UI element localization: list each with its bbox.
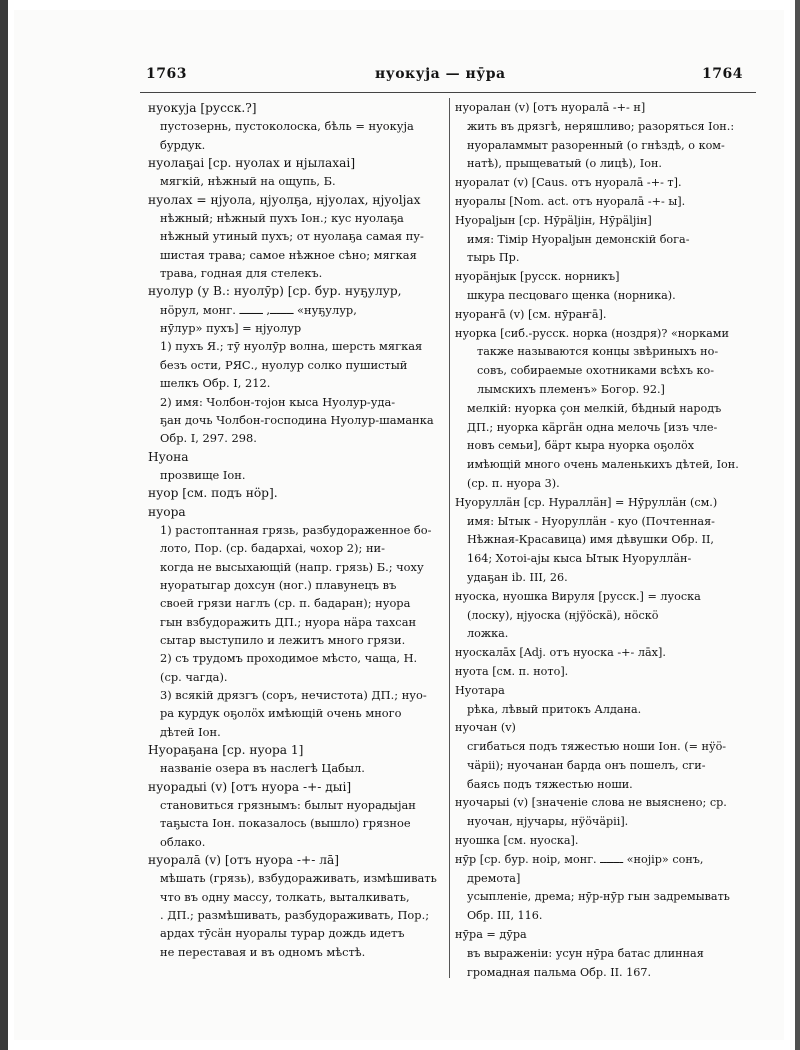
entry-nuorka bbox=[455, 325, 761, 494]
entry-text-line: дѣтей Іон. bbox=[160, 724, 221, 739]
entry-headword-line: нуошка [см. нуоска]. bbox=[455, 834, 579, 848]
entry-nuoraljyn bbox=[455, 212, 761, 268]
entry-text-line: . ДП.; размѣшивать, разбудораживать, Пор.; bbox=[160, 908, 430, 923]
entry-nuoska bbox=[455, 588, 761, 644]
entry-text-line: когда не высыхающій (напр. грязь) Б.; чоху bbox=[160, 559, 424, 574]
entry-text-line: трава, годная для стелекъ. bbox=[160, 266, 323, 281]
entry-text-line: громадная пальма Обр. ІІ. 167. bbox=[467, 965, 652, 979]
entry-text-line: прозвище Іон. bbox=[160, 467, 246, 482]
entry-headword-line: нуолаҕаі [ср. нуолах и нјылахаі] bbox=[148, 156, 356, 171]
entry-headword-line: нуорӓнјык [русск. норникъ] bbox=[455, 270, 620, 284]
entry-text-line: (ср. чагда). bbox=[160, 669, 228, 684]
entry-headword-line: нуоралат (v) [Caus. отъ нуоралā -+- т]. bbox=[455, 176, 682, 190]
entry-headword-line: нуоралан (v) [отъ нуоралā -+- н] bbox=[455, 101, 646, 114]
entry-text-line: что въ одну массу, толкать, выталкивать, bbox=[160, 889, 410, 904]
entry-text-line: лото, Пор. (ср. бадархаі, ҹохор 2); ни- bbox=[160, 541, 385, 556]
entry-headword-line: Нуотара bbox=[455, 683, 505, 697]
entry-headword-line: нуочан (v) bbox=[455, 721, 516, 735]
entry-text-line: ра курдук оҕолӧх имѣющій очень много bbox=[160, 706, 402, 721]
entry-text-line: (ср. п. нуора 3). bbox=[467, 476, 560, 490]
entry-text-line: Обр. ІІІ, 116. bbox=[467, 909, 543, 923]
entry-text-line: не переставая и въ одномъ мѣстѣ. bbox=[160, 944, 366, 959]
entry-text-line: нѣжный; нѣжный пухъ Іон.; кус нуолаҕа bbox=[160, 211, 404, 226]
entry-nuorana bbox=[455, 306, 761, 325]
entry-text-line: (лоску), нјуоска (нјӱӧскӓ), нӧскӧ bbox=[467, 608, 659, 622]
entry-text-line: мелкій: нуорка ҫон мелкій, бѣдный народъ bbox=[467, 401, 722, 415]
entry-headword-line: нуоска, нуошка Вируля [русск.] = луоска bbox=[455, 589, 701, 603]
entry-headword-line: нуочарыі (v) [значеніе слова не выяснено; ср. bbox=[455, 796, 727, 810]
entry-text-line: 3) всякій дрязгъ (соръ, нечистота) ДП.; нуо- bbox=[160, 688, 427, 702]
entry-text-line: Нѣжная-Красавица) имя дѣвушки Обр. ІІ, bbox=[467, 533, 714, 547]
entry-headword-line: нуолах = нјуола, нјуолҕа, нјуолах, нјуоljах bbox=[148, 192, 421, 207]
entry-text-line: совъ, собираемые охотниками всѣхъ ко- bbox=[477, 364, 715, 378]
entry-text-line: мѣшать (грязь), взбудораживать, измѣшивать bbox=[160, 871, 437, 886]
left-page-number: 1763 bbox=[146, 66, 187, 82]
entry-text-line: имѣющій много очень маленькихъ дѣтей, Іон. bbox=[467, 458, 739, 472]
entry-headword-line: Нуораljын [ср. Нӯрӓljін, Нӯрӓljін] bbox=[455, 213, 652, 227]
entry-text-line: нѣжный утиный пухъ; от нуолаҕа самая пу- bbox=[160, 229, 424, 244]
entry-text-line: своей грязи наглъ (ср. п. бадаран); нуора bbox=[160, 596, 411, 611]
entry-nuoragana bbox=[148, 741, 444, 778]
entry-text-line: тырь Пр. bbox=[467, 251, 520, 265]
scan-edge-right bbox=[795, 0, 800, 1050]
entry-nuoralat bbox=[455, 174, 761, 193]
entry-nuoral bbox=[148, 851, 444, 961]
entry-text-line: шкура песцоваго щенка (норника). bbox=[467, 288, 676, 302]
entry-nuoskalakh bbox=[455, 644, 761, 663]
entry-headword-line: нуокуја [русск.?] bbox=[148, 101, 257, 115]
entry-nuoralan bbox=[455, 99, 761, 174]
entry-nuochan bbox=[455, 719, 761, 794]
entry-text-line: шелкъ Обр. І, 212. bbox=[160, 376, 271, 391]
entry-text-line: новъ семьи], бӓрт кыра нуорка оҕолӧх bbox=[467, 439, 695, 453]
entry-headword-line: нӯра = дӯра bbox=[455, 928, 527, 942]
entry-text-line: усыпленіе, дрема; нӯр-нӯр гын задремывать bbox=[467, 890, 730, 904]
entry-nuoraly bbox=[455, 193, 761, 212]
entry-text-line: лымскихъ племенъ» Богор. 92.] bbox=[477, 382, 665, 396]
entry-headword-line: нуоралā (v) [отъ нуора -+- лā] bbox=[148, 853, 339, 868]
entry-nura bbox=[455, 926, 761, 982]
entry-text-line: мягкій, нѣжный на ощупь, Б. bbox=[160, 174, 336, 189]
entry-headword-line: нуота [см. п. ното]. bbox=[455, 664, 569, 678]
entry-headword-line: нуоскалāх [Adj. отъ нуоска -+- лāх]. bbox=[455, 646, 666, 660]
entry-nuoradyi bbox=[148, 778, 444, 851]
entry-headword-line: нуолур (у В.: нуолӯр) [ср. бур. нуҕулур, bbox=[148, 284, 402, 299]
running-head: нуокуја — нӯра bbox=[375, 66, 506, 82]
entry-text-line: также называются концы звѣриныхъ но- bbox=[477, 345, 719, 359]
entry-text-line: нӯлур» пухъ] = нјуолур bbox=[160, 321, 302, 336]
entry-text-line: имя: Тімір Нуораljын демонскій бога- bbox=[467, 232, 690, 246]
entry-nuor bbox=[148, 484, 444, 502]
entry-text-line: 164; Хотоі-аjы кыса Ытык Нуоруллӓн- bbox=[467, 552, 692, 566]
entry-text-line: 1) растоптанная грязь, разбудораженное бо- bbox=[160, 522, 432, 537]
entry-text-line: ДП.; нуорка кӓргӓн одна мелочь [изъ чле- bbox=[467, 420, 718, 434]
entry-text-line: сгибаться подъ тяжестью ноши Іон. (= нӱӧ- bbox=[467, 740, 727, 754]
entry-text-line: жить въ дрязгѣ, неряшливо; разоряться Іон.: bbox=[467, 119, 735, 133]
column-divider bbox=[449, 98, 450, 978]
entry-text-line: сытар выступило и лежитъ много грязи. bbox=[160, 632, 406, 647]
right-column bbox=[455, 99, 761, 982]
entry-headword-line: Нуоруллӓн [ср. Нураллӓн] = Нӯруллӓн (см.) bbox=[455, 495, 718, 509]
entry-headword-line: нуораҥā (v) [см. нӯраҥā]. bbox=[455, 307, 607, 321]
scan-edge-left bbox=[0, 0, 8, 1050]
entry-nuoranjyk bbox=[455, 268, 761, 306]
entry-text-line: ардах тӯсӓн нуоралы турар дождь идетъ bbox=[160, 926, 405, 941]
entry-text-line: дремота] bbox=[467, 871, 521, 885]
entry-text-line: безъ ости, РЯС., нуолур солко пушистый bbox=[160, 357, 408, 372]
entry-text-line: 2) имя: Чолбон-тојон кыса Нуолур-уда- bbox=[160, 394, 396, 409]
entry-text-line: ложка. bbox=[467, 627, 509, 641]
entry-headword-line: Нуона bbox=[148, 449, 189, 464]
entry-text-line: 1) пухъ Я.; тӯ нуолӯр волна, шерсть мягкая bbox=[160, 339, 423, 354]
entry-text-line: названіе озера въ наслегѣ Цабыл. bbox=[160, 761, 365, 776]
entry-headword-line: Нуораҕана [ср. нуора 1] bbox=[148, 743, 304, 758]
entry-text-line: нуочан, нјучары, нӱӧчӓріі]. bbox=[467, 815, 629, 829]
entry-text-line: ҕан дочь Чолбон-господина Нуолур-шаманка bbox=[160, 412, 434, 427]
entry-nuolagai bbox=[148, 154, 444, 191]
entry-nuorullan bbox=[455, 494, 761, 588]
entry-text-line: удаҕан іb. ІІІ, 26. bbox=[467, 570, 568, 584]
entry-text-line: имя: Ытык - Нуоруллӓн - куо (Почтенная- bbox=[467, 514, 715, 528]
entry-text-line: облако. bbox=[160, 834, 206, 849]
entry-headword-line: нуор [см. подъ нӧр]. bbox=[148, 486, 278, 501]
entry-nuolur bbox=[148, 282, 444, 447]
entry-text-line: чӓріі); нуочанан барда онъ пошелъ, сги- bbox=[467, 758, 706, 772]
entry-headword-line: нуорка [сиб.-русск. норка (ноздря)? «норками bbox=[455, 326, 729, 340]
entry-nuona bbox=[148, 448, 444, 485]
entry-text-line: становиться грязнымъ: былыт нуорадыjан bbox=[160, 798, 416, 813]
entry-headword-line: нуора bbox=[148, 504, 186, 519]
right-page-number: 1764 bbox=[702, 66, 743, 82]
entry-text-line: бурдук. bbox=[160, 137, 206, 152]
entry-nuolakh bbox=[148, 191, 444, 283]
entry-headword-line: нуоралы [Nom. act. отъ нуоралā -+- ы]. bbox=[455, 194, 686, 208]
entry-text-line: нуораламмыт разоренный (о гнѣздѣ, о ком- bbox=[467, 138, 725, 152]
left-column bbox=[148, 99, 444, 961]
entry-headword-line: нӯр [ср. бур. ноір, монг. ـــــــ «нојір» сонъ, bbox=[455, 852, 704, 866]
entry-nuocharyi bbox=[455, 794, 761, 832]
entry-nuokuja bbox=[148, 99, 444, 154]
entry-text-line: пустозернь, пустоколоска, бѣль = нуокуја bbox=[160, 119, 414, 134]
entry-text-line: шистая трава; самое нѣжное сѣно; мягкая bbox=[160, 247, 417, 262]
entry-text-line: таҕыста Іон. показалось (вышло) грязное bbox=[160, 816, 411, 831]
entry-nuora bbox=[148, 503, 444, 741]
entry-text-line: Обр. І, 297. 298. bbox=[160, 431, 257, 446]
entry-text-line: нуоратыгар дохсун (ног.) плавунецъ въ bbox=[160, 577, 397, 592]
entry-text-line: гын взбудоражить ДП.; нуора нӓра тахсан bbox=[160, 614, 417, 629]
entry-text-line: рѣка, лѣвый притокъ Алдана. bbox=[467, 702, 642, 716]
entry-text-line: нӧрул, монг. ـــــــ, ـــــــ «нуҕулур, bbox=[160, 302, 357, 317]
entry-nur bbox=[455, 851, 761, 926]
entry-text-line: 2) съ трудомъ проходимое мѣсто, чаща, Н. bbox=[160, 651, 418, 666]
entry-headword-line: нуорадыі (v) [отъ нуора -+- дыі] bbox=[148, 779, 352, 794]
entry-text-line: баясь подъ тяжестью ноши. bbox=[467, 777, 633, 791]
entry-nuota bbox=[455, 663, 761, 682]
entry-nuoshka bbox=[455, 832, 761, 851]
entry-text-line: натѣ), прыщеватый (о лицѣ), Іон. bbox=[467, 157, 662, 171]
header-rule bbox=[140, 92, 756, 93]
entry-nuotara bbox=[455, 682, 761, 720]
entry-text-line: въ выраженіи: усун нӯра батас длинная bbox=[467, 946, 704, 960]
